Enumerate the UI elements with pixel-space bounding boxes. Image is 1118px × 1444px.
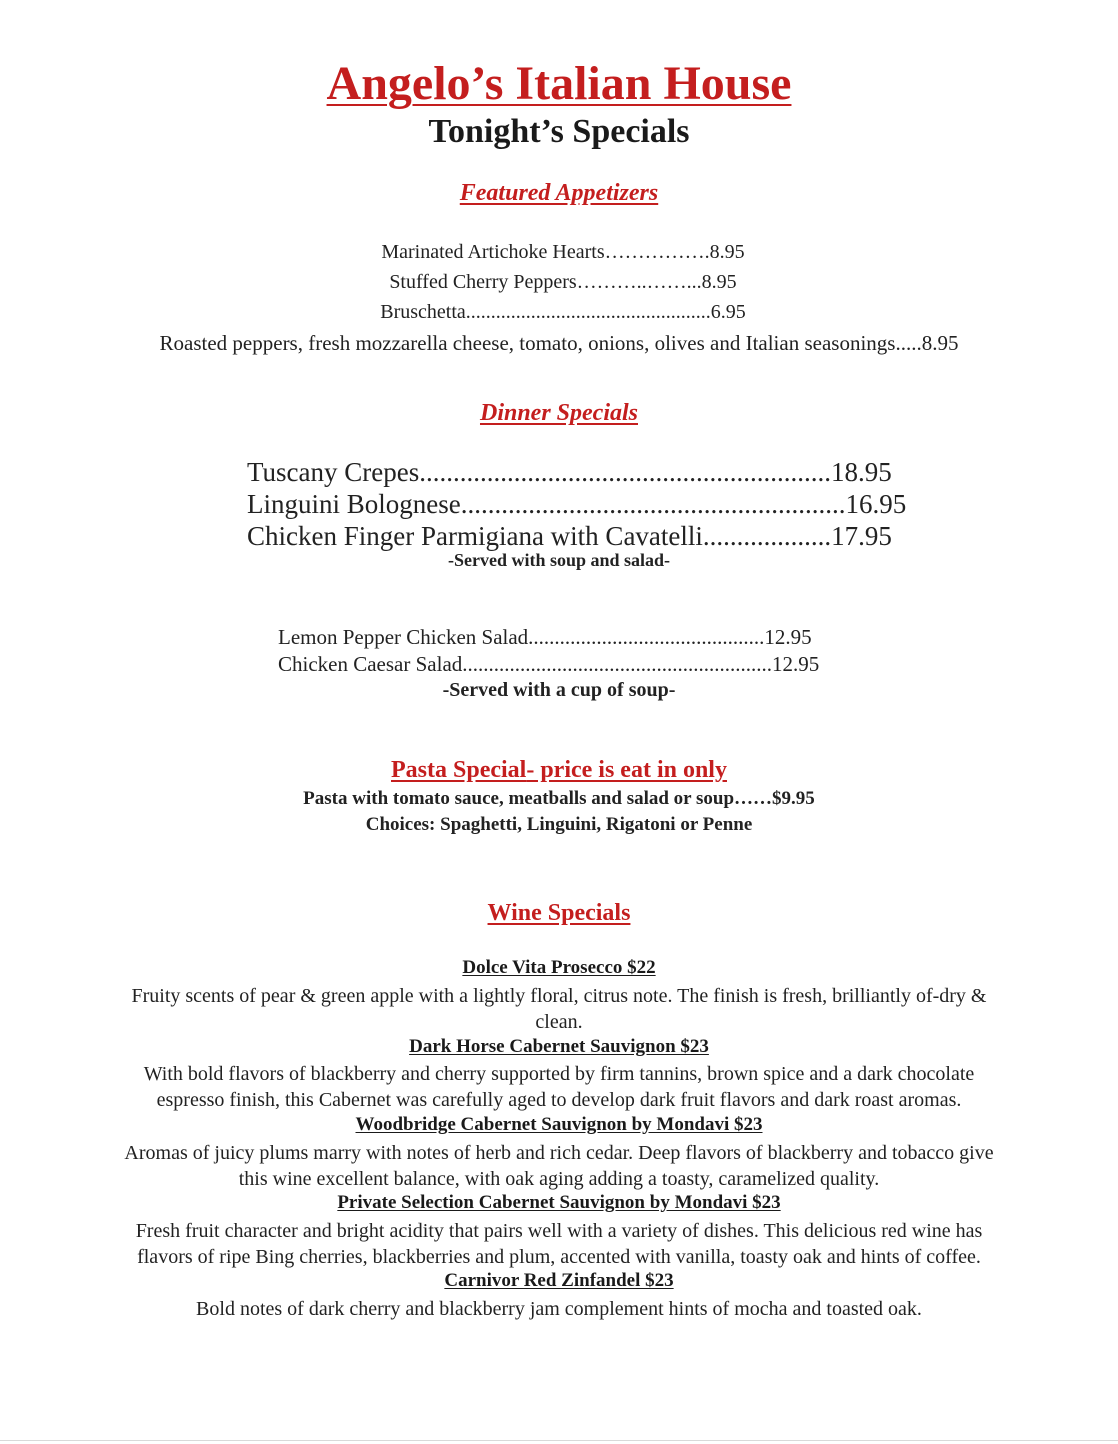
dinner-item: Linguini Bolognese.........................................................16.95 — [247, 489, 907, 519]
dinner-heading: Dinner Specials — [479, 400, 638, 426]
pasta-line: Pasta with tomato sauce, meatballs and salad or soup……$9.95 — [303, 788, 815, 809]
wine-heading: Wine Specials — [487, 900, 631, 926]
pasta-choices: Choices: Spaghetti, Linguini, Rigatoni or Penne — [365, 814, 753, 835]
wine-description: With bold flavors of blackberry and cherry supported by firm tannins, brown spice and a dark chocolate espresso finish, this Cabernet was carefully aged to develop dark fruit flavors and dark roast aromas. — [143, 1063, 975, 1111]
wine-description: Fruity scents of pear & green apple with a lightly floral, citrus note. The finish is fresh, brilliantly of-dry & clean. — [131, 985, 987, 1033]
pasta-heading-suffix: - price is eat in only — [526, 757, 727, 783]
wine-description: Aromas of juicy plums marry with notes of herb and rich cedar. Deep flavors of blackberry and tobacco give this wine excellent balance, with oak aging adding a toasty, caramelized quality. — [124, 1142, 994, 1190]
dinner-item: Chicken Finger Parmigiana with Cavatelli...................17.95 — [247, 521, 892, 551]
dinner-specials-list — [247, 456, 906, 552]
appetizer-item: Marinated Artichoke Hearts…………….8.95 — [381, 241, 745, 263]
appetizer-item: Stuffed Cherry Peppers………..……...8.95 — [389, 271, 737, 293]
page-subtitle: Tonight’s Specials — [428, 113, 690, 150]
wine-name: Dark Horse Cabernet Sauvignon $23 — [409, 1036, 709, 1057]
wine-name: Dolce Vita Prosecco $22 — [462, 957, 656, 978]
salad-item: Chicken Caesar Salad...........................................................12.95 — [278, 652, 820, 676]
restaurant-name: Angelo’s Italian House — [326, 57, 792, 110]
wine-name: Private Selection Cabernet Sauvignon by Mondavi $23 — [337, 1192, 781, 1213]
appetizer-item: Bruschetta.................................................6.95 — [380, 301, 746, 323]
wine-description: Bold notes of dark cherry and blackberry jam complement hints of mocha and toasted oak. — [196, 1298, 922, 1320]
pasta-heading-title: Pasta Special — [391, 757, 527, 783]
salad-specials-list — [278, 624, 819, 678]
salad-served-note: -Served with a cup of soup- — [442, 679, 676, 701]
dinner-served-note: -Served with soup and salad- — [447, 550, 671, 570]
appetizer-item: Roasted peppers, fresh mozzarella cheese, tomato, onions, olives and Italian seasonings.....8.95 — [159, 331, 959, 355]
dinner-item: Tuscany Crepes.............................................................18.95 — [247, 457, 892, 487]
page-bottom-divider — [0, 1440, 1118, 1441]
wine-description: Fresh fruit character and bright acidity that pairs well with a variety of dishes. This delicious red wine has flavors of ripe Bing cherries, blackberries and plum, accented with vanilla, toasty oak and hints of coffee. — [135, 1220, 983, 1268]
salad-item: Lemon Pepper Chicken Salad.............................................12.95 — [278, 625, 812, 649]
wine-name: Woodbridge Cabernet Sauvignon by Mondavi $23 — [355, 1114, 763, 1135]
appetizers-heading: Featured Appetizers — [459, 180, 659, 206]
wine-name: Carnivor Red Zinfandel $23 — [444, 1270, 674, 1291]
pasta-heading — [0, 757, 1118, 784]
